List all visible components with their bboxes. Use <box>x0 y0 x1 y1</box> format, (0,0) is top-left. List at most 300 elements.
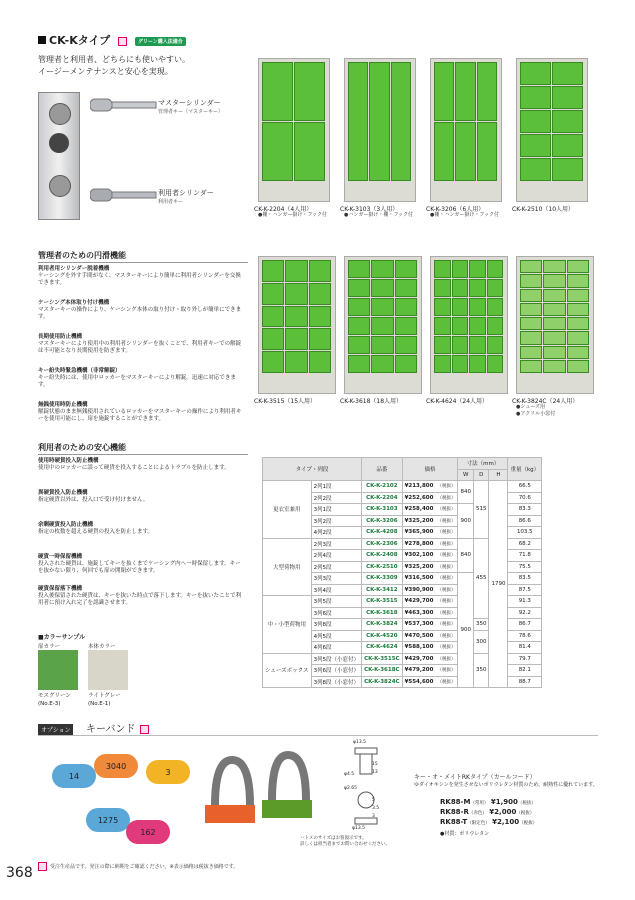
body-color-name: ライトグレー (No.E-1) <box>88 693 121 707</box>
feature-item <box>38 402 243 423</box>
row-weight: 79.7 <box>508 653 542 665</box>
locker-label: CK-K-3515（15人用） <box>254 398 317 405</box>
locker-door <box>369 62 389 181</box>
model-color: （常用） <box>470 801 489 806</box>
feature-item <box>38 522 243 536</box>
key-tag: 3040 <box>94 754 138 778</box>
locker-door <box>294 62 325 121</box>
feature-item <box>38 266 243 287</box>
locker-door <box>455 62 475 121</box>
locker-image <box>430 256 508 394</box>
model-color: （赤色） <box>468 811 487 816</box>
locker-image <box>344 256 422 394</box>
model-color: （限定色） <box>467 821 490 826</box>
row-code: CK-K-3824C <box>362 676 403 688</box>
row-type: 3列6段 <box>311 607 362 619</box>
locker-image <box>430 58 502 202</box>
row-weight: 92.2 <box>508 607 542 619</box>
col-d: D <box>473 469 489 481</box>
row-tax: （税抜） <box>435 630 458 642</box>
row-type: 3列2段 <box>311 515 362 527</box>
locker-door <box>543 260 565 273</box>
dimension-label: φ2.65 <box>344 786 357 791</box>
locker-door <box>487 260 504 278</box>
locker-note: ●棚・ハンガー掛け・フック付 <box>430 212 500 218</box>
dimension-label: 5 <box>372 798 375 803</box>
row-weight: 86.7 <box>508 619 542 631</box>
locker-door <box>395 317 417 335</box>
dimension-label: φ13.5 <box>352 826 365 831</box>
locker-door <box>348 336 370 354</box>
user-cylinder-sub: 利用者キー <box>158 199 184 205</box>
row-weight: 71.8 <box>508 550 542 562</box>
locker-door <box>371 317 393 335</box>
row-code: CK-K-3206 <box>362 515 403 527</box>
locker-door <box>309 306 331 328</box>
user-key-icon <box>90 186 160 204</box>
feature-text: キー紛失時には、使用中ロッカーをマスターキーにより解錠。迅速に対応できます。 <box>38 375 236 388</box>
row-tax: （税抜） <box>435 676 458 688</box>
locker-door <box>395 355 417 373</box>
locker-door <box>348 298 370 316</box>
locker-label: CK-K-4624（24人用） <box>426 398 489 405</box>
feature-text: ケーシングを外す手間がなく、マスターキーにより簡単に利用者シリンダーを交換できます。 <box>38 273 241 286</box>
locker-door <box>452 355 469 373</box>
row-d: 350 <box>473 653 489 688</box>
locker-image <box>516 58 588 202</box>
feature-heading: 異硬貨投入防止機構 <box>38 490 88 496</box>
pink-mark-icon <box>118 37 127 46</box>
row-weight: 88.7 <box>508 676 542 688</box>
locker-door <box>469 336 486 354</box>
green-purchase-badge: グリーン購入法適合 <box>135 37 186 46</box>
row-type: 2列4段 <box>311 550 362 562</box>
locker-door <box>543 317 565 330</box>
locker-door <box>395 298 417 316</box>
row-type: 2列2段 <box>311 492 362 504</box>
locker-door <box>309 260 331 282</box>
page-number: 368 <box>6 865 33 881</box>
row-price: ¥537,300 <box>402 619 435 631</box>
door-color-swatch <box>38 650 78 690</box>
locker-door <box>567 317 589 330</box>
key-tag: 14 <box>52 764 96 788</box>
row-price: ¥554,600 <box>402 676 435 688</box>
body-color-label: 本体カラー <box>88 644 116 650</box>
feature-heading: 硬貨一時保留機構 <box>38 554 83 560</box>
feature-heading: キー紛失時緊急機構（非常解錠） <box>38 368 121 374</box>
row-type: 3列6段（小窓付） <box>311 665 362 677</box>
locker-door <box>520 331 542 344</box>
locker-image <box>258 58 330 202</box>
locker-door <box>469 260 486 278</box>
locker-image <box>516 256 594 394</box>
locker-door <box>434 298 451 316</box>
row-code: CK-K-2510 <box>362 561 403 573</box>
locker-door <box>294 122 325 181</box>
locker-door <box>487 317 504 335</box>
locker-door <box>371 260 393 278</box>
model-price: ¥2,000 <box>486 808 517 816</box>
locker-door <box>552 62 583 85</box>
row-code: CK-K-4624 <box>362 642 403 654</box>
col-type: タイプ・列段 <box>263 458 362 481</box>
row-w: 900 <box>458 573 474 688</box>
row-tax: （税抜） <box>435 596 458 608</box>
locker-door <box>567 260 589 273</box>
dimension-label: 15 <box>372 762 378 767</box>
col-price: 価格 <box>402 458 458 481</box>
row-code: CK-K-2306 <box>362 538 403 550</box>
locker-door <box>543 331 565 344</box>
feature-item <box>38 368 243 389</box>
col-w: W <box>458 469 474 481</box>
row-weight: 82.1 <box>508 665 542 677</box>
locker-door <box>520 289 542 302</box>
row-code: CK-K-3515C <box>362 653 403 665</box>
feature-text: 指定硬貨以外は、投入口で受け付けません。 <box>38 497 149 503</box>
row-code: CK-K-3824 <box>362 619 403 631</box>
locker-door <box>552 110 583 133</box>
table-row <box>263 481 542 493</box>
key-band-stand-image <box>200 745 320 835</box>
option-title-text: キーバンド <box>86 724 136 735</box>
locker-door <box>469 317 486 335</box>
admin-section-title: 管理者のための円滑機能 <box>38 250 248 263</box>
row-h: 1790 <box>489 481 508 688</box>
model-row <box>440 818 537 826</box>
locker-door <box>520 346 542 359</box>
user-cylinder-caption <box>158 188 214 205</box>
locker-door <box>487 355 504 373</box>
locker-door <box>520 360 542 373</box>
locker-label: CK-K-3206（6人用） <box>426 206 485 213</box>
feature-item <box>38 300 243 321</box>
locker-door <box>262 122 293 181</box>
model-tax: （税抜） <box>519 821 538 826</box>
feature-text: 投入後保留された硬貨は、キーを抜いた時点で落下します。キーを抜いたことで利用者に預け入れ完了を認識させます。 <box>38 593 242 606</box>
locker-door <box>520 274 542 287</box>
locker-door <box>434 336 451 354</box>
dimension-label: φ13.5 <box>353 740 366 745</box>
row-type: 4列6段 <box>311 642 362 654</box>
locker-door <box>520 134 551 157</box>
spec-table <box>262 457 542 688</box>
locker-door <box>262 328 284 350</box>
row-d: 515 <box>473 481 489 539</box>
row-d: 350 <box>473 619 489 631</box>
locker-note: ●ハンガー掛け・棚・フック付 <box>344 212 414 218</box>
locker-door <box>434 122 454 181</box>
feature-heading: 使用時硬貨投入防止機構 <box>38 458 99 464</box>
row-tax: （税抜） <box>435 538 458 550</box>
row-group: 中・小型荷物用 <box>263 596 312 654</box>
row-price: ¥325,200 <box>402 561 435 573</box>
locker-door <box>395 336 417 354</box>
row-code: CK-K-4208 <box>362 527 403 539</box>
product-title: キー・オ・メイトRKタイプ（カールコード） <box>414 774 536 781</box>
dimension-note: ハトメのサイズはお客図示です。 詳しくは担当者までお問い合わせください。 <box>300 836 390 847</box>
locker-door <box>543 289 565 302</box>
feature-item <box>38 554 243 575</box>
locker-door <box>469 298 486 316</box>
key-tag: 162 <box>126 820 170 844</box>
row-tax: （税抜） <box>435 561 458 573</box>
locker-door <box>348 317 370 335</box>
row-type: 2列3段 <box>311 538 362 550</box>
master-cylinder-caption <box>158 98 223 115</box>
row-group: 大型荷物用 <box>263 538 312 596</box>
row-w: 900 <box>458 504 474 539</box>
locker-door <box>552 86 583 109</box>
locker-door <box>391 62 411 181</box>
locker-door <box>371 279 393 297</box>
row-type: 2列1段 <box>311 481 362 493</box>
row-type: 3列5段 <box>311 596 362 608</box>
row-group: 更衣室兼用 <box>263 481 312 539</box>
row-weight: 66.5 <box>508 481 542 493</box>
locker-label: CK-K-3824C（24人用） <box>512 398 579 405</box>
feature-item <box>38 334 243 355</box>
row-tax: （税抜） <box>435 515 458 527</box>
feature-text: 投入された硬貨は、施錠してキーを抜くまでケーシング内へ一時保留します。キーを抜かない限り、何回でも扉の開閉ができます。 <box>38 561 241 574</box>
locker-note: ●棚・ハンガー掛け・フック付 <box>258 212 328 218</box>
model-row <box>440 798 536 806</box>
feature-text: 指定の枚数を超える硬貨の投入を防止します。 <box>38 529 154 535</box>
row-price: ¥325,200 <box>402 515 435 527</box>
row-tax: （税抜） <box>435 504 458 516</box>
feature-heading: 余剰硬貨投入防止機構 <box>38 522 94 528</box>
locker-door <box>567 274 589 287</box>
locker-door <box>371 336 393 354</box>
row-type: 3列4段 <box>311 584 362 596</box>
title-text: CK-Kタイプ <box>49 34 111 47</box>
row-code: CK-K-3309 <box>362 573 403 585</box>
locker-door <box>552 158 583 181</box>
row-price: ¥316,500 <box>402 573 435 585</box>
locker-door <box>543 274 565 287</box>
row-tax: （税抜） <box>435 584 458 596</box>
row-weight: 86.6 <box>508 515 542 527</box>
row-tax: （税抜） <box>435 607 458 619</box>
locker-door <box>285 260 307 282</box>
feature-item <box>38 490 243 504</box>
option-divider <box>38 735 598 736</box>
model-tax: （税抜） <box>516 811 535 816</box>
product-description: ゆダイオキシンを発生させないポリウレタン材質のため、耐熱性に優れています。 <box>414 782 598 788</box>
feature-text: 解錠状態のまま無銭使用されているロッカーをマスターキーの操作により利用者キーを使用可能にし、扉を施錠することができます。 <box>38 409 242 422</box>
row-code: CK-K-3412 <box>362 584 403 596</box>
row-price: ¥470,500 <box>402 630 435 642</box>
footer-note-text: 受注生産品です。発注の際に納期をご確認ください。※表示価格は税抜き価格です。 <box>50 864 239 870</box>
locker-door <box>262 306 284 328</box>
row-tax: （税抜） <box>435 573 458 585</box>
locker-door <box>543 360 565 373</box>
dimension-label: 3 <box>372 814 375 819</box>
locker-note: ●シューズ用 ●アクリル小窓付 <box>516 404 556 417</box>
row-weight: 83.5 <box>508 573 542 585</box>
locker-label: CK-K-3618（18人用） <box>340 398 403 405</box>
locker-door <box>452 260 469 278</box>
row-type: 3列8段 <box>311 619 362 631</box>
locker-door <box>487 298 504 316</box>
locker-door <box>552 134 583 157</box>
row-code: CK-K-2204 <box>362 492 403 504</box>
footer-note <box>38 862 238 871</box>
feature-heading: ケーシング本体取り付け機構 <box>38 300 110 306</box>
row-code: CK-K-3103 <box>362 504 403 516</box>
row-price: ¥390,900 <box>402 584 435 596</box>
row-type: 3列8段（小窓付） <box>311 676 362 688</box>
lead-line-2: イージーメンテナンスと安心を実現。 <box>38 67 173 76</box>
locker-door <box>487 336 504 354</box>
row-weight: 68.2 <box>508 538 542 550</box>
locker-door <box>262 283 284 305</box>
locker-door <box>455 122 475 181</box>
locker-door <box>309 328 331 350</box>
locker-door <box>285 306 307 328</box>
locker-door <box>434 62 454 121</box>
row-code: CK-K-3618C <box>362 665 403 677</box>
locker-label: CK-K-2204（4人用） <box>254 206 313 213</box>
pink-mark-icon <box>38 862 47 871</box>
page-title <box>38 32 186 48</box>
row-price: ¥278,800 <box>402 538 435 550</box>
key-tag: 3 <box>146 760 190 784</box>
row-w: 840 <box>458 538 474 573</box>
row-d: 455 <box>473 538 489 619</box>
row-weight: 70.6 <box>508 492 542 504</box>
feature-item <box>38 586 243 607</box>
locker-door <box>520 260 542 273</box>
locker-door <box>543 303 565 316</box>
feature-heading: 長期使用防止機構 <box>38 334 83 340</box>
locker-door <box>520 86 551 109</box>
master-cylinder-sub: 管理者キー（マスターキー） <box>158 109 224 115</box>
feature-text: マスターキーの操作により、ケーシング本体の取り付け・取り外しが簡単にできます。 <box>38 307 242 320</box>
feature-text: マスターキーにより使用中の利用者シリンダーを抜くことで、利用者キーでの解錠は不可能となり長期使用を防ぎます。 <box>38 341 242 354</box>
row-d: 300 <box>473 630 489 653</box>
locker-label: CK-K-3103（3人用） <box>340 206 399 213</box>
model-row <box>440 808 534 816</box>
model-price: ¥1,900 <box>488 798 518 806</box>
row-price: ¥213,800 <box>402 481 435 493</box>
option-tag: オプション <box>38 724 73 735</box>
locker-door <box>452 336 469 354</box>
feature-heading: 利用者用シリンダー脱着機構 <box>38 266 110 272</box>
locker-door <box>309 283 331 305</box>
row-tax: （税抜） <box>435 642 458 654</box>
row-w: 840 <box>458 481 474 504</box>
row-group: シューズボックス <box>263 653 312 688</box>
locker-door <box>520 158 551 181</box>
locker-door <box>262 351 284 373</box>
dimension-label: 13 <box>372 770 378 775</box>
row-price: ¥365,900 <box>402 527 435 539</box>
feature-item <box>38 458 243 472</box>
col-dims: 寸法（mm） <box>458 458 508 470</box>
feature-heading: 硬貨保留落下機構 <box>38 586 83 592</box>
dimension-label: 3.5 <box>372 806 380 811</box>
locker-door <box>285 328 307 350</box>
locker-door <box>348 260 370 278</box>
locker-door <box>520 110 551 133</box>
locker-door <box>371 355 393 373</box>
locker-door <box>285 351 307 373</box>
model-code: RK88-R <box>440 808 469 816</box>
locker-door <box>469 279 486 297</box>
row-tax: （税抜） <box>435 550 458 562</box>
locker-door <box>371 298 393 316</box>
locker-image <box>344 58 416 202</box>
locker-door <box>452 279 469 297</box>
lead-line-1: 管理者と利用者、どちらにも使いやすい。 <box>38 55 190 64</box>
material-text: ●材質：ポリウレタン <box>440 831 490 837</box>
locker-door <box>567 289 589 302</box>
row-weight: 78.6 <box>508 630 542 642</box>
locker-door <box>348 279 370 297</box>
row-tax: （税抜） <box>435 492 458 504</box>
model-code: RK88-M <box>440 798 471 806</box>
row-type: 2列5段 <box>311 561 362 573</box>
cylinder-lock-image <box>38 92 80 220</box>
locker-door <box>309 351 331 373</box>
locker-door <box>567 331 589 344</box>
door-color-name: モスグリーン (No.E-3) <box>38 693 71 707</box>
row-type: 3列1段 <box>311 504 362 516</box>
row-price: ¥429,700 <box>402 596 435 608</box>
locker-door <box>543 346 565 359</box>
locker-door <box>477 122 497 181</box>
dimension-drawing <box>330 740 410 840</box>
pink-mark-icon <box>140 725 149 734</box>
row-weight: 81.4 <box>508 642 542 654</box>
row-code: CK-K-2102 <box>362 481 403 493</box>
user-section-title: 利用者のための安心機能 <box>38 442 248 455</box>
locker-door <box>348 62 368 181</box>
row-tax: （税抜） <box>435 653 458 665</box>
master-cylinder-title: マスターシリンダー <box>158 99 221 107</box>
locker-door <box>520 303 542 316</box>
lead-text <box>38 54 190 78</box>
master-key-icon <box>90 96 160 114</box>
key-tag: 1275 <box>86 808 130 832</box>
locker-door <box>567 360 589 373</box>
row-tax: （税抜） <box>435 527 458 539</box>
locker-door <box>395 260 417 278</box>
locker-door <box>395 279 417 297</box>
row-price: ¥479,200 <box>402 665 435 677</box>
model-code: RK88-T <box>440 818 468 826</box>
row-weight: 91.3 <box>508 596 542 608</box>
row-code: CK-K-4520 <box>362 630 403 642</box>
model-price: ¥2,100 <box>489 818 520 826</box>
locker-image <box>258 256 336 394</box>
locker-door <box>567 303 589 316</box>
locker-door <box>520 317 542 330</box>
col-h: H <box>489 469 508 481</box>
row-weight: 83.3 <box>508 504 542 516</box>
locker-door <box>434 279 451 297</box>
color-sample-title: ■カラーサンプル <box>38 634 86 641</box>
locker-door <box>452 317 469 335</box>
row-tax: （税抜） <box>435 619 458 631</box>
locker-door <box>434 355 451 373</box>
row-price: ¥302,100 <box>402 550 435 562</box>
row-type: 3列5段（小窓付） <box>311 653 362 665</box>
row-price: ¥252,600 <box>402 492 435 504</box>
row-weight: 75.5 <box>508 561 542 573</box>
